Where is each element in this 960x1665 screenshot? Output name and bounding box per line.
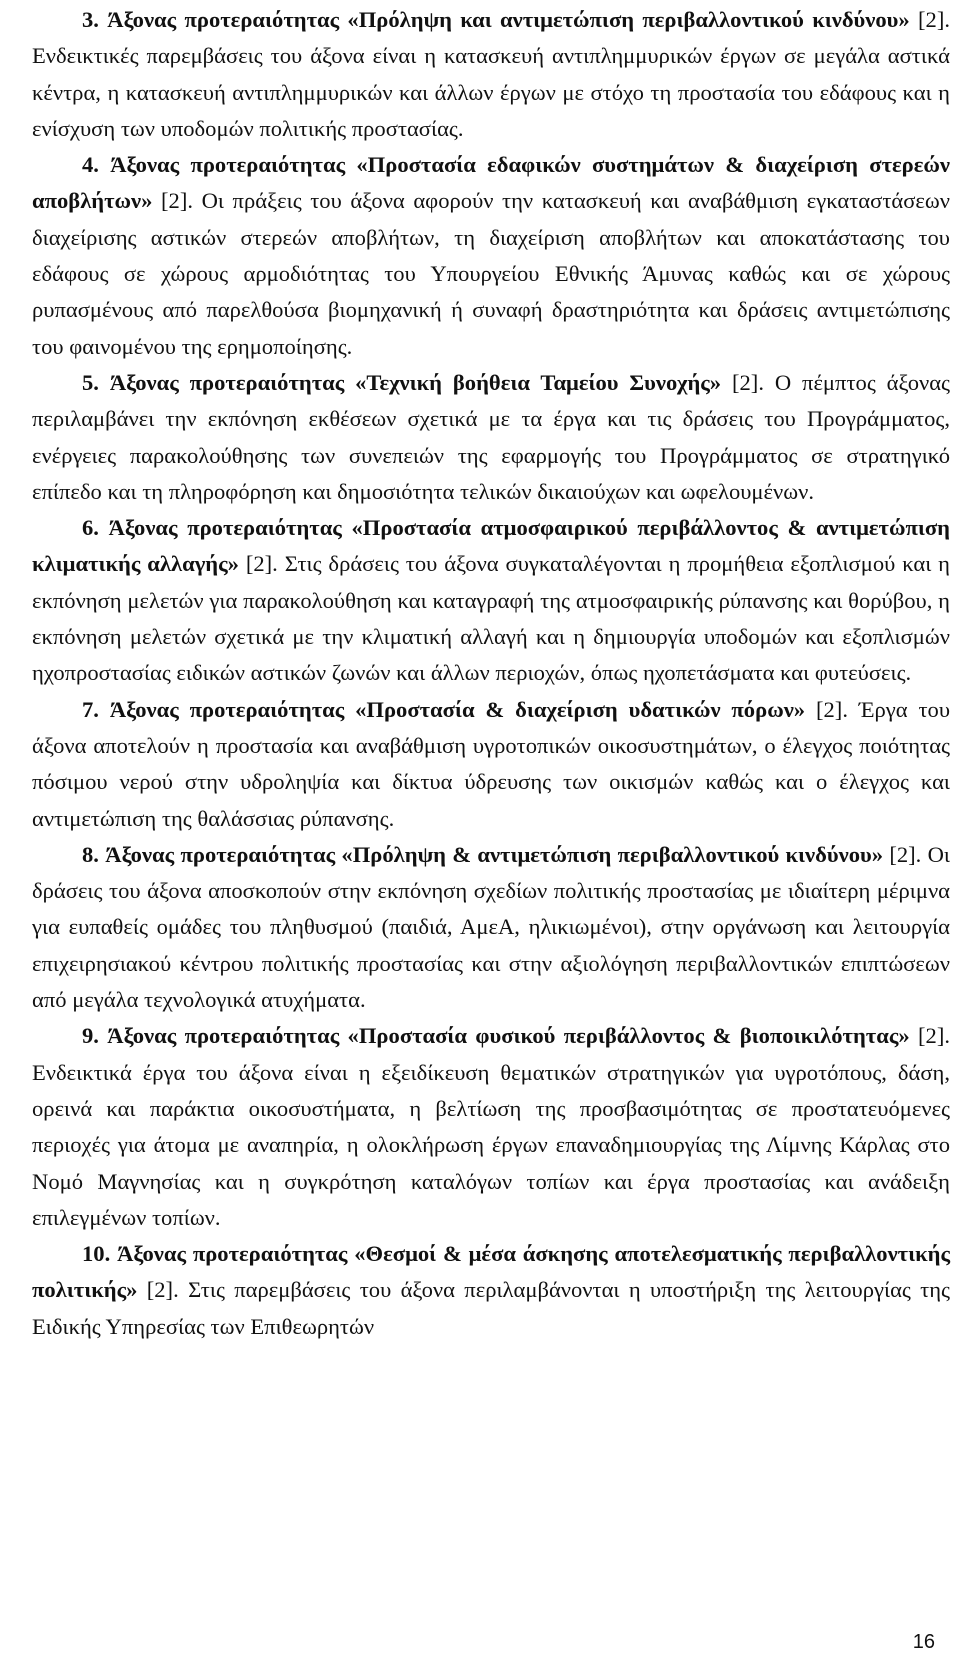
paragraph-number: 3. bbox=[82, 7, 99, 32]
paragraph-axis-7 bbox=[32, 692, 950, 837]
paragraph-text: Έργα του άξονα αποτελούν η προστασία και αναβάθμιση υγροτοπικών οικοσυστημάτων, ο έλεγχος ποιότητας πόσιμου νερού στην υδροληψία και δίκτυα ύδρευσης των οικισμών καθώς και ο έλεγχος και αντιμετώπιση της θαλάσσιας ρύπανσης. bbox=[32, 696, 951, 831]
paragraph-axis-5 bbox=[32, 365, 950, 510]
paragraph-axis-9 bbox=[32, 1018, 950, 1236]
axis-title: Άξονας προτεραιότητας «Προστασία εδαφικών συστημάτων & διαχείριση στερεών αποβλήτων» bbox=[32, 152, 950, 214]
paragraph-text: Στις δράσεις του άξονα συγκαταλέγονται η προμήθεια εξοπλισμού και η εκπόνηση μελετών για παρακολούθηση και καταγραφή της ατμοσφαιρικής ρύπανσης και θορύβου, η εκπόνηση μελετών σχετικά με την κλιματική αλλαγή και η δημιουργία υποδομών και εξοπλισμών ηχοπροστασίας ειδικών αστικών ζωνών και άλλων περιοχών, όπως ηχοπετάσματα και φυτεύσεις. bbox=[32, 551, 950, 686]
citation-ref: [2]. bbox=[918, 7, 950, 32]
paragraph-axis-3 bbox=[32, 2, 950, 147]
citation-ref: [2]. bbox=[889, 841, 922, 867]
paragraph-text: Οι πράξεις του άξονα αφορούν την κατασκευή και αναβάθμιση εγκαταστάσεων διαχείρισης αστικών στερεών αποβλήτων, τη διαχείριση αποβλήτων και αποκατάστασης του εδάφους σε χώρους αρμοδιότητας του Υπουργείου Εθνικής Άμυνας καθώς και σε χώρους ρυπασμένους από παρελθούσα βιομηχανική ή συναφή δραστηριότητα και δράσεις αντιμετώπισης του φαινομένου της ερημοποίησης. bbox=[32, 188, 950, 359]
paragraph-number: 9. bbox=[82, 1023, 99, 1049]
paragraph-axis-6 bbox=[32, 510, 950, 691]
paragraph-text: Στις παρεμβάσεις του άξονα περιλαμβάνονται η υποστήριξη της λειτουργίας της Ειδικής Υπηρεσίας των Επιθεωρητών bbox=[32, 1277, 951, 1339]
axis-title: Άξονας προτεραιότητας «Πρόληψη & αντιμετώπιση περιβαλλοντικού κινδύνου» bbox=[105, 841, 884, 867]
paragraph-number: 10. bbox=[82, 1241, 111, 1267]
paragraph-axis-10 bbox=[32, 1236, 950, 1345]
document-body bbox=[32, 2, 950, 1345]
paragraph-text: Οι δράσεις του άξονα αποσκοπούν στην εκπόνηση σχεδίων πολιτικής προστασίας με ιδιαίτερη μέριμνα για ευπαθείς ομάδες του πληθυσμού (παιδιά, ΑμεΑ, ηλικιωμένοι), στην οργάνωση και λειτουργία επιχειρησιακού κέντρου πολιτικής προστασίας και στην αξιολόγηση περιβαλλοντικών επιπτώσεων από μεγάλα τεχνολογικά ατυχήματα. bbox=[32, 841, 951, 1013]
paragraph-number: 4. bbox=[82, 152, 99, 178]
axis-title: Άξονας προτεραιότητας «Θεσμοί & μέσα άσκησης αποτελεσματικής περιβαλλοντικής πολιτικής» bbox=[32, 1241, 950, 1303]
axis-title: Άξονας προτεραιότητας «Προστασία ατμοσφαιρικού περιβάλλοντος & αντιμετώπιση κλιματικής αλλαγής» bbox=[32, 515, 950, 577]
paragraph-text: Ο πέμπτος άξονας περιλαμβάνει την εκπόνηση εκθέσεων σχετικά με τα έργα και τις δράσεις του Προγράμματος, ενέργειες παρακολούθησης των συνεπειών της εφαρμογής του Προγράμματος σε στρατηγικό επίπεδο και τη πληροφόρηση και δημοσιότητα τελικών δικαιούχων και ωφελουμένων. bbox=[32, 369, 951, 504]
paragraph-text: Ενδεικτικές παρεμβάσεις του άξονα είναι η κατασκευή αντιπλημμυρικών έργων σε μεγάλα αστικά κέντρα, η κατασκευή αντιπλημμυρικών και άλλων έργων με στόχο τη προστασία του εδάφους και η ενίσχυση των υποδομών πολιτικής προστασίας. bbox=[32, 43, 950, 141]
citation-ref: [2]. bbox=[918, 1023, 950, 1049]
axis-title: Άξονας προτεραιότητας «Πρόληψη και αντιμετώπιση περιβαλλοντικού κινδύνου» bbox=[107, 7, 910, 32]
citation-ref: [2]. bbox=[731, 369, 764, 395]
axis-title: Άξονας προτεραιότητας «Προστασία & διαχείριση υδατικών πόρων» bbox=[109, 696, 806, 722]
axis-title: Άξονας προτεραιότητας «Προστασία φυσικού περιβάλλοντος & βιοποικιλότητας» bbox=[107, 1023, 910, 1049]
paragraph-axis-8 bbox=[32, 837, 950, 1018]
page-number: 16 bbox=[912, 1631, 935, 1653]
paragraph-text: Ενδεικτικά έργα του άξονα είναι η εξειδίκευση θεματικών στρατηγικών για υγροτόπους, δάση, ορεινά και παράκτια οικοσυστήματα, η βελτίωση της προσβασιμότητας σε προστατευόμενες περιοχές για άτομα με αναπηρία, η ολοκλήρωση έργων επαναδημιουργίας της Λίμνης Κάρλας στο Νομό Μαγνησίας και η συγκρότηση καταλόγων τοπίων και έργα προστασίας και ανάδειξη επιλεγμένων τοπίων. bbox=[32, 1059, 950, 1230]
paragraph-number: 8. bbox=[82, 841, 99, 867]
axis-title: Άξονας προτεραιότητας «Τεχνική βοήθεια Ταμείου Συνοχής» bbox=[109, 369, 722, 395]
paragraph-number: 6. bbox=[82, 515, 99, 541]
citation-ref: [2]. bbox=[161, 188, 194, 214]
citation-ref: [2]. bbox=[146, 1277, 179, 1303]
paragraph-number: 5. bbox=[82, 369, 99, 395]
citation-ref: [2]. bbox=[815, 696, 848, 722]
paragraph-axis-4 bbox=[32, 147, 950, 365]
citation-ref: [2]. bbox=[245, 551, 278, 577]
paragraph-number: 7. bbox=[82, 696, 99, 722]
